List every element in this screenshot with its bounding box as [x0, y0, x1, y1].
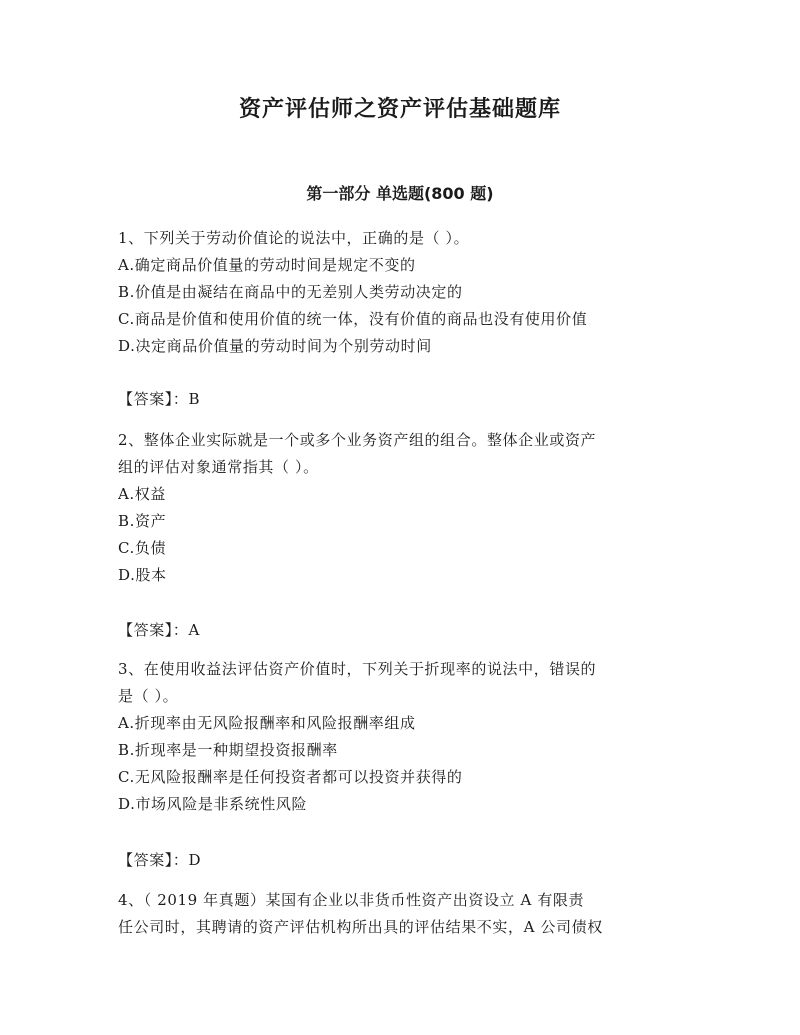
question-2-answer: 【答案】：A [118, 621, 200, 639]
question-1-option-b: B.价值是由凝结在商品中的无差别人类劳动决定的 [118, 283, 463, 301]
question-3-stem-line-1: 3、在使用收益法评估资产价值时，下列关于折现率的说法中，错误的 [118, 660, 597, 678]
question-1-option-d: D.决定商品价值量的劳动时间为个别劳动时间 [118, 337, 432, 355]
question-2-option-a: A.权益 [118, 485, 167, 503]
question-3-answer: 【答案】：D [118, 851, 202, 869]
question-3-stem-line-2: 是（ ）。 [118, 687, 179, 705]
question-2-stem-line-1: 2、整体企业实际就是一个或多个业务资产组的组合。整体企业或资产 [118, 431, 597, 449]
question-2-option-c: C.负债 [118, 539, 167, 557]
question-2-option-d: D.股本 [118, 566, 167, 584]
question-2-stem-line-2: 组的评估对象通常指其（ ）。 [118, 458, 319, 476]
question-3-option-a: A.折现率由无风险报酬率和风险报酬率组成 [118, 714, 416, 732]
question-3-option-b: B.折现率是一种期望投资报酬率 [118, 741, 338, 759]
question-1-answer: 【答案】：B [118, 390, 201, 408]
question-1-option-a: A.确定商品价值量的劳动时间是规定不变的 [118, 256, 416, 274]
question-4-stem-line-1: 4、（ 2019 年真题）某国有企业以非货币性资产出资设立 A 有限责 [118, 891, 585, 909]
question-3-option-d: D.市场风险是非系统性风险 [118, 795, 308, 813]
document-title: 资产评估师之资产评估基础题库 [238, 97, 561, 122]
section-title: 第一部分 单选题(800 题) [306, 184, 494, 203]
question-3-option-c: C.无风险报酬率是任何投资者都可以投资并获得的 [118, 768, 463, 786]
question-4-stem-line-2: 任公司时，其聘请的资产评估机构所出具的评估结果不实，A 公司债权 [118, 918, 603, 936]
question-2-option-b: B.资产 [118, 512, 167, 530]
question-1-stem: 1、下列关于劳动价值论的说法中，正确的是（ ）。 [118, 229, 470, 247]
question-1-option-c: C.商品是价值和使用价值的统一体，没有价值的商品也没有使用价值 [118, 310, 588, 328]
